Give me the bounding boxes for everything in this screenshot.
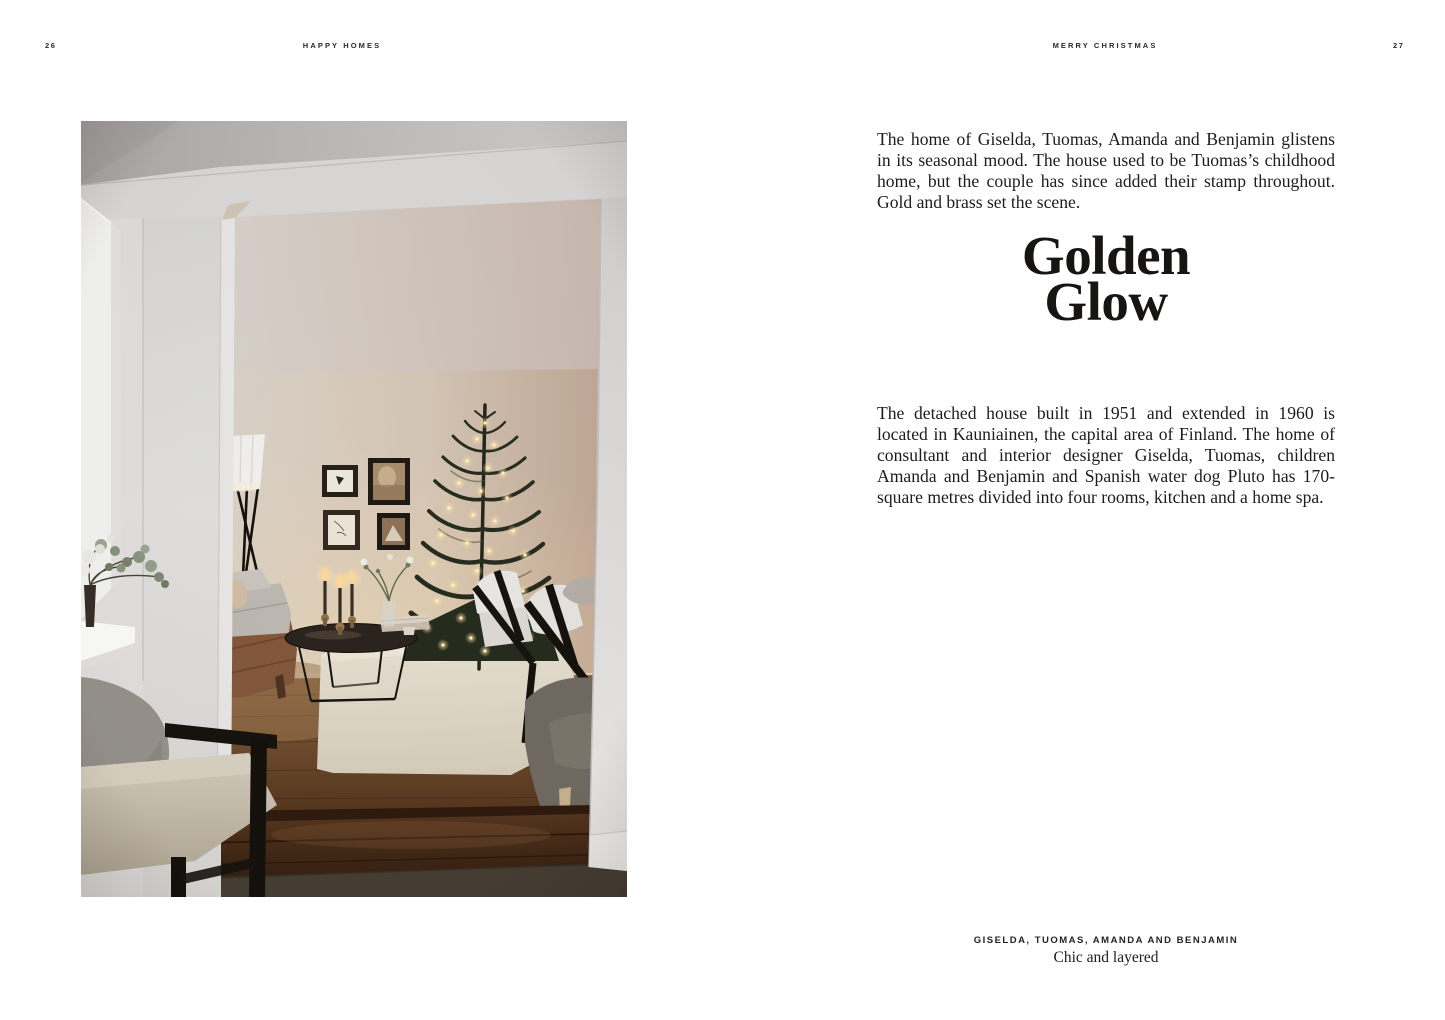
body-paragraph: The detached house built in 1951 and extended in 1960 is located in Kauniainen, the capital area of Finland. The home of consultant and interior designer Giselda, Tuomas, children Amanda and Benjamin and Spanish water dog Pluto has 170-square metres divided into four rooms, kitchen and a home spa. [877, 402, 1335, 507]
caption-names: GISELDA, TUOMAS, AMANDA AND BENJAMIN [973, 935, 1239, 946]
page-number-left: 26 [45, 41, 57, 50]
article-caption [877, 935, 1335, 967]
photo-vignette [81, 121, 627, 897]
running-head-right: MERRY CHRISTMAS [1052, 41, 1158, 50]
caption-subtitle: Chic and layered [1053, 949, 1159, 966]
living-room-photo-art [81, 121, 627, 897]
living-room-photo [81, 121, 627, 897]
running-head-left: HAPPY HOMES [302, 41, 382, 50]
intro-paragraph: The home of Giselda, Tuomas, Amanda and Benjamin glistens in its seasonal mood. The house used to be Tuomas’s childhood home, but the couple has since added their stamp throughout. Gold and brass set the scene. [877, 128, 1335, 212]
article-title-line2: Glow [1044, 271, 1168, 332]
article-title [877, 225, 1335, 332]
page-number-right: 27 [1393, 41, 1405, 50]
article-title-line1: Golden [1021, 225, 1191, 286]
